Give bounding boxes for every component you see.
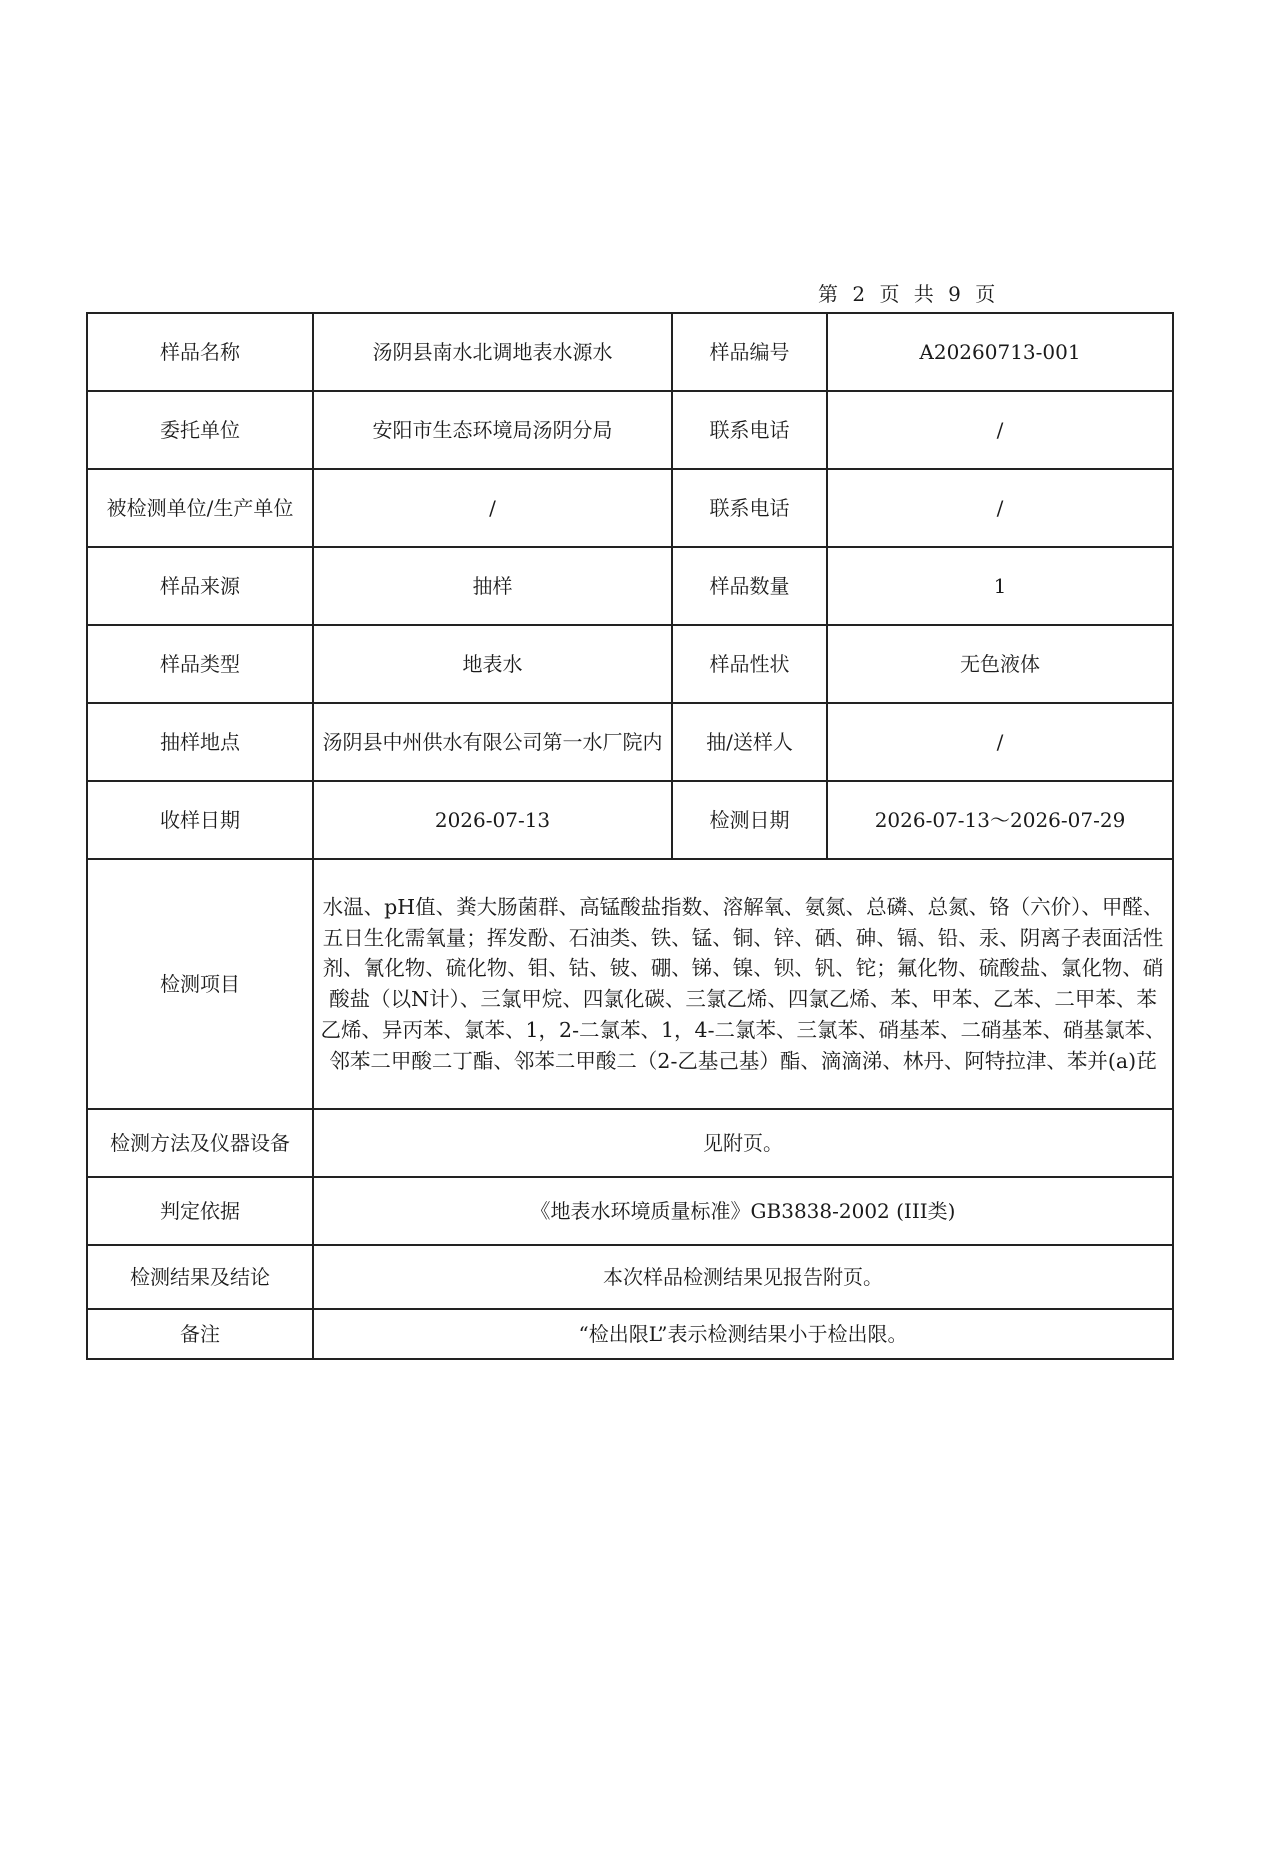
sample-type-value: 地表水 [313,625,672,703]
test-items-label: 检测项目 [87,859,313,1109]
inspected-unit-label: 被检测单位/生产单位 [87,469,313,547]
result-label: 检测结果及结论 [87,1245,313,1309]
report-table [86,312,1174,1360]
row-client [87,391,1173,469]
basis-label: 判定依据 [87,1177,313,1245]
sample-source-value: 抽样 [313,547,672,625]
client-phone-label: 联系电话 [672,391,827,469]
sample-quantity-value: 1 [827,547,1173,625]
sample-id-label: 样品编号 [672,313,827,391]
row-result [87,1245,1173,1309]
basis-value: 《地表水环境质量标准》GB3838-2002 (III类) [313,1177,1173,1245]
row-sample-source [87,547,1173,625]
sample-name-label: 样品名称 [87,313,313,391]
sample-type-label: 样品类型 [87,625,313,703]
method-value: 见附页。 [313,1109,1173,1177]
remark-label: 备注 [87,1309,313,1359]
row-sampling-site [87,703,1173,781]
remark-value: “检出限L”表示检测结果小于检出限。 [313,1309,1173,1359]
test-date-label: 检测日期 [672,781,827,859]
row-remark [87,1309,1173,1359]
test-date-value: 2026-07-13～2026-07-29 [827,781,1173,859]
receipt-date-value: 2026-07-13 [313,781,672,859]
sample-id-value: A20260713-001 [827,313,1173,391]
row-method [87,1109,1173,1177]
test-items-value: 水温、pH值、粪大肠菌群、高锰酸盐指数、溶解氧、氨氮、总磷、总氮、铬（六价）、甲醛、五日生化需氧量；挥发酚、石油类、铁、锰、铜、锌、硒、砷、镉、铅、汞、阴离子表面活性剂、氰化物、硫化物、钼、钴、铍、硼、锑、镍、钡、钒、铊；氟化物、硫酸盐、氯化物、硝酸盐（以N计）、三氯甲烷、四氯化碳、三氯乙烯、四氯乙烯、苯、甲苯、乙苯、二甲苯、苯乙烯、异丙苯、氯苯、1，2-二氯苯、1，4-二氯苯、三氯苯、硝基苯、二硝基苯、硝基氯苯、邻苯二甲酸二丁酯、邻苯二甲酸二（2-乙基己基）酯、滴滴涕、林丹、阿特拉津、苯并(a)芘 [313,859,1173,1109]
row-test-items [87,859,1173,1109]
row-inspected-unit [87,469,1173,547]
sample-name-value: 汤阴县南水北调地表水源水 [313,313,672,391]
page-number: 第 2 页 共 9 页 [818,282,1000,306]
sample-source-label: 样品来源 [87,547,313,625]
sampling-site-value: 汤阴县中州供水有限公司第一水厂院内 [313,703,672,781]
client-phone-value: / [827,391,1173,469]
sampling-site-label: 抽样地点 [87,703,313,781]
inspected-phone-value: / [827,469,1173,547]
inspected-unit-value: / [313,469,672,547]
sampler-value: / [827,703,1173,781]
receipt-date-label: 收样日期 [87,781,313,859]
sample-quantity-label: 样品数量 [672,547,827,625]
client-value: 安阳市生态环境局汤阴分局 [313,391,672,469]
row-receipt-date [87,781,1173,859]
sampler-label: 抽/送样人 [672,703,827,781]
row-sample-name [87,313,1173,391]
client-label: 委托单位 [87,391,313,469]
sample-state-label: 样品性状 [672,625,827,703]
inspected-phone-label: 联系电话 [672,469,827,547]
method-label: 检测方法及仪器设备 [87,1109,313,1177]
row-basis [87,1177,1173,1245]
result-value: 本次样品检测结果见报告附页。 [313,1245,1173,1309]
sample-state-value: 无色液体 [827,625,1173,703]
row-sample-type [87,625,1173,703]
